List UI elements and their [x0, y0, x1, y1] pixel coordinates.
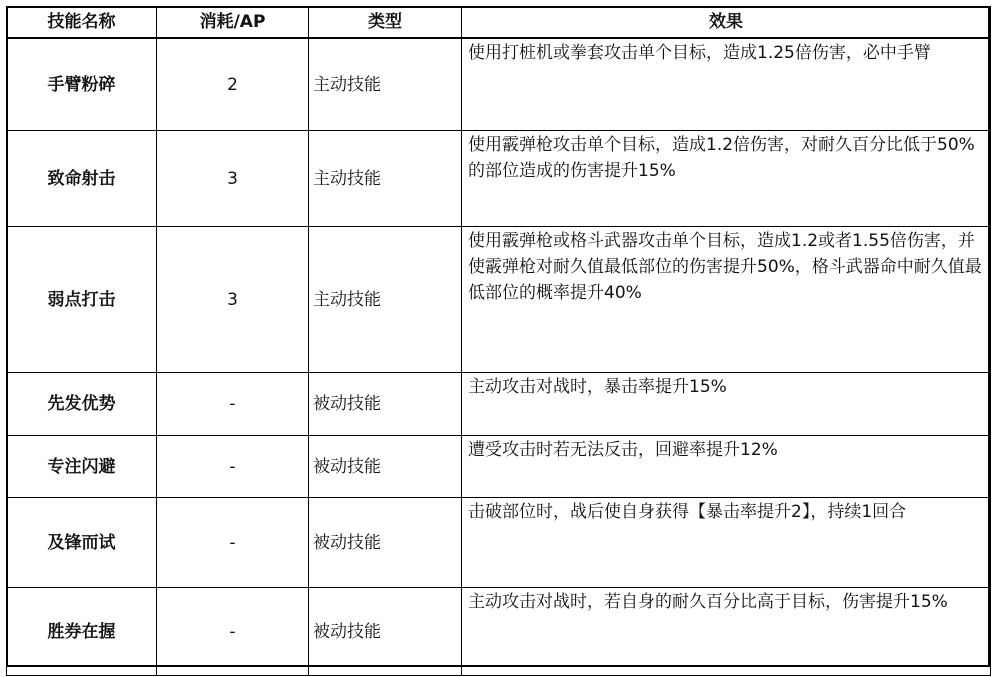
skill-cost: -: [157, 588, 309, 676]
skill-type: 被动技能: [309, 436, 462, 498]
skill-type: 被动技能: [309, 498, 462, 588]
header-cost: 消耗/AP: [157, 7, 309, 39]
header-type: 类型: [309, 7, 462, 39]
skill-effect: 使用霰弹枪攻击单个目标，造成1.2倍伤害，对耐久百分比低于50%的部位造成的伤害提升15%: [462, 131, 991, 227]
skill-cost: 3: [157, 131, 309, 227]
header-effect: 效果: [462, 7, 991, 39]
header-skill-name: 技能名称: [7, 7, 157, 39]
skill-name: 胜券在握: [7, 588, 157, 676]
skill-cost: -: [157, 498, 309, 588]
skill-name: 先发优势: [7, 373, 157, 436]
skill-name: 手臂粉碎: [7, 38, 157, 131]
skill-type: 被动技能: [309, 373, 462, 436]
skill-name: 弱点打击: [7, 227, 157, 373]
skill-effect: 使用打桩机或拳套攻击单个目标，造成1.25倍伤害，必中手臂: [462, 38, 991, 131]
skill-cost: -: [157, 436, 309, 498]
skill-effect: 遭受攻击时若无法反击，回避率提升12%: [462, 436, 991, 498]
skill-cost: 3: [157, 227, 309, 373]
skill-effect: 使用霰弹枪或格斗武器攻击单个目标，造成1.2或者1.55倍伤害，并使霰弹枪对耐久值最低部位的伤害提升50%，格斗武器命中耐久值最低部位的概率提升40%: [462, 227, 991, 373]
skill-type: 主动技能: [309, 227, 462, 373]
table-outer-border: [6, 6, 990, 667]
skill-type: 被动技能: [309, 588, 462, 676]
skill-name: 致命射击: [7, 131, 157, 227]
skill-cost: -: [157, 373, 309, 436]
skill-effect: 击破部位时，战后使自身获得【暴击率提升2】，持续1回合: [462, 498, 991, 588]
skill-type: 主动技能: [309, 131, 462, 227]
skill-type: 主动技能: [309, 38, 462, 131]
skill-name: 及锋而试: [7, 498, 157, 588]
skill-cost: 2: [157, 38, 309, 131]
skill-name: 专注闪避: [7, 436, 157, 498]
skill-effect: 主动攻击对战时，若自身的耐久百分比高于目标，伤害提升15%: [462, 588, 991, 676]
skill-effect: 主动攻击对战时，暴击率提升15%: [462, 373, 991, 436]
